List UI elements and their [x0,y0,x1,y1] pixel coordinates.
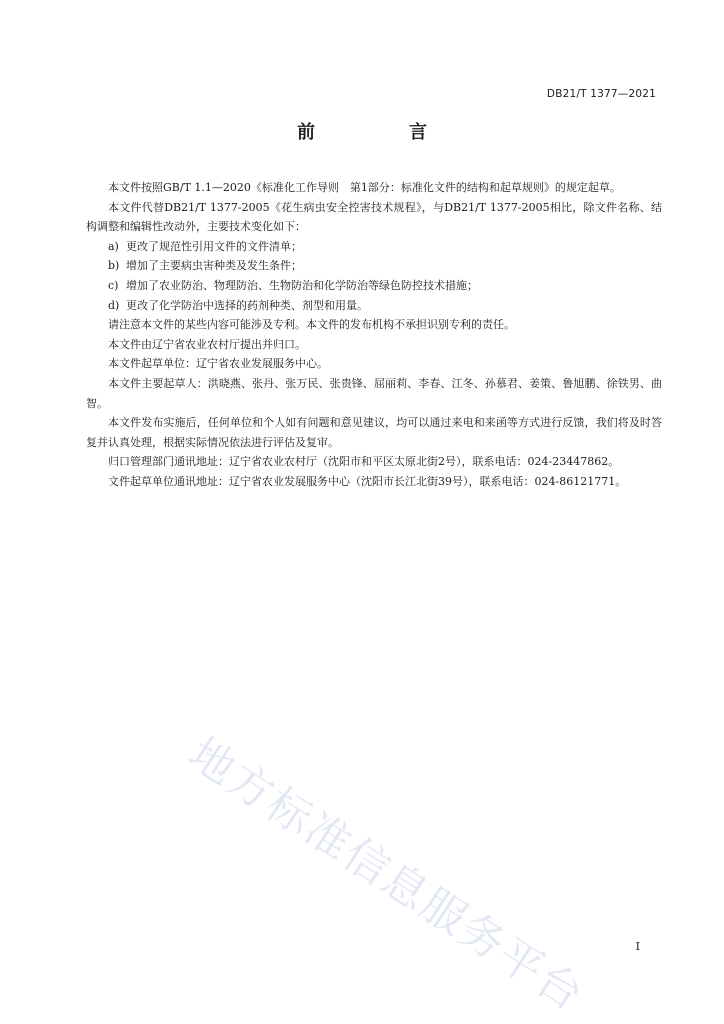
list-item [86,237,662,257]
paragraph-patent-notice: 请注意本文件的某些内容可能涉及专利。本文件的发布机构不承担识别专利的责任。 [108,318,515,332]
paragraph-drafters: 本文件主要起草人：洪晓燕、张丹、张万民、张贵锋、屈丽莉、李春、江冬、孙慕君、姜策、鲁旭鹏、徐铁男、曲智。 [86,376,662,410]
foreword-body [86,178,662,492]
paragraph-drafting-rule: 本文件按照GB/T 1.1—2020《标准化工作导则 第1部分：标准化文件的结构和起草规则》的规定起草。 [108,181,621,194]
list-text: 更改了化学防治中选择的药剂种类、剂型和用量。 [126,298,368,312]
paragraph-drafting-unit: 本文件起草单位：辽宁省农业发展服务中心。 [108,357,328,371]
list-marker: a) [108,239,119,253]
document-code: DB21/T 1377—2021 [546,88,656,100]
list-marker: c) [108,278,119,292]
list-marker: d) [108,298,120,312]
list-text: 更改了规范性引用文件的文件清单； [126,239,302,253]
paragraph-drafting-unit-address: 文件起草单位通讯地址：辽宁省农业发展服务中心（沈阳市长江北街39号），联系电话：024-86121771。 [108,474,627,488]
page-number: I [635,940,640,953]
page-title: 前 言 [297,122,465,143]
list-text: 增加了主要病虫害种类及发生条件； [126,259,302,273]
paragraph-replacement: 本文件代替DB21/T 1377-2005《花生病虫安全控害技术规程》，与DB21/T 1377-2005相比，除文件名称、结构调整和编辑性改动外，主要技术变化如下： [86,200,662,234]
paragraph-proposer: 本文件由辽宁省农业农村厅提出并归口。 [108,337,306,351]
list-marker: b) [108,259,120,273]
paragraph-feedback: 本文件发布实施后，任何单位和个人如有问题和意见建议，均可以通过来电和来函等方式进行反馈，我们将及时答复并认真处理，根据实际情况依法进行评估及复审。 [86,416,662,449]
watermark: 地方标准信息服务平台 [179,728,594,1022]
list-item [86,296,662,316]
list-item [86,276,662,296]
list-text: 增加了农业防治、物理防治、生物防治和化学防治等绿色防控技术措施； [126,278,478,292]
paragraph-authority-address: 归口管理部门通讯地址：辽宁省农业农村厅（沈阳市和平区太原北街2号），联系电话：024-23447862。 [108,455,620,469]
list-item [86,256,662,276]
